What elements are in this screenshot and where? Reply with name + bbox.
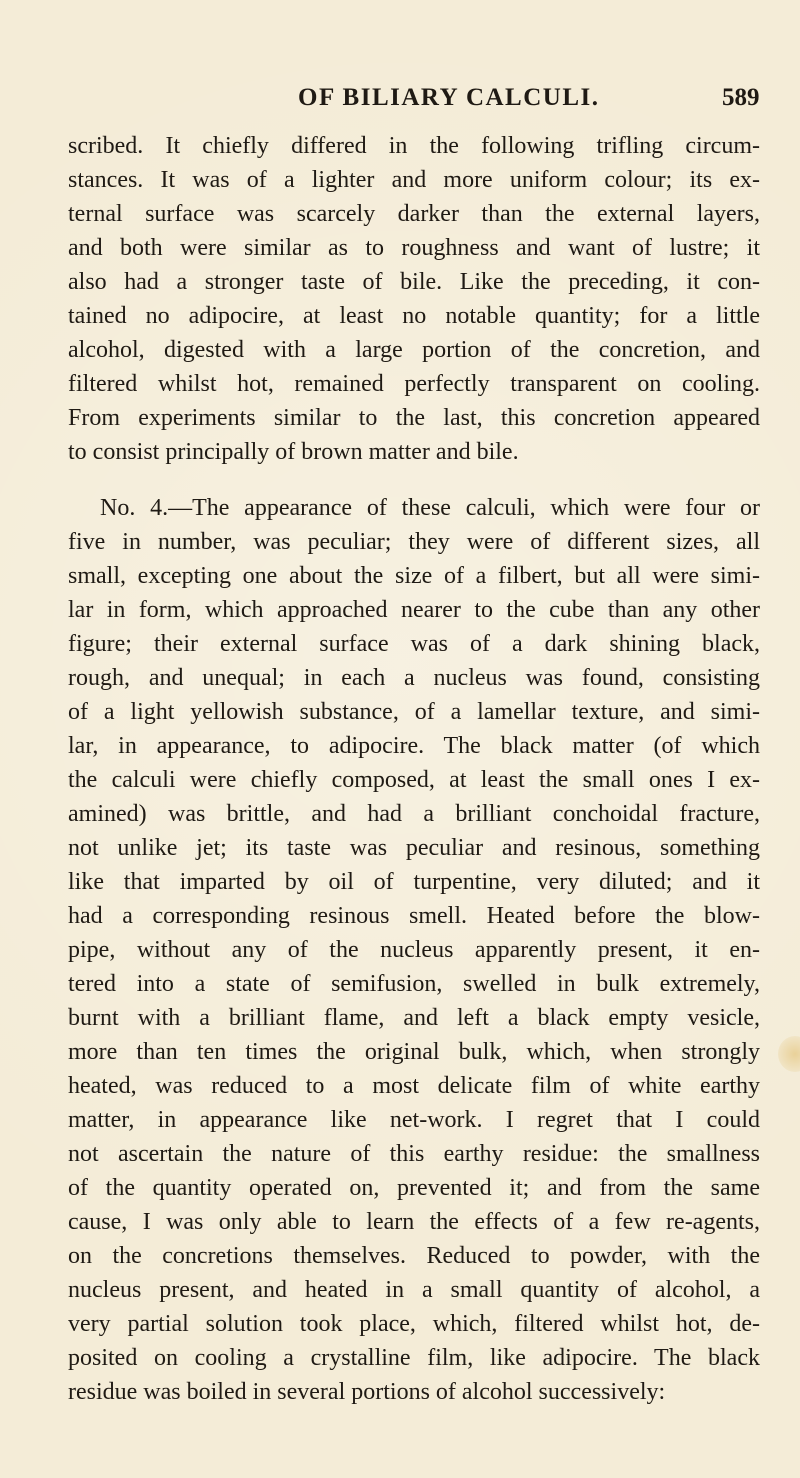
- paragraph-2-line-5: figure; their external surface was of a dark shining black,: [68, 631, 760, 657]
- paragraph-1-line-4: and both were similar as to roughness and want of lustre; it: [68, 235, 760, 261]
- paragraph-2-line-6: rough, and unequal; in each a nucleus was found, consisting: [68, 665, 760, 691]
- paragraph-2-line-16: burnt with a brilliant flame, and left a black empty vesicle,: [68, 1005, 760, 1031]
- running-head: [0, 84, 800, 118]
- paragraph-1-line-5: also had a stronger taste of bile. Like the preceding, it con-: [68, 269, 760, 295]
- paragraph-2-line-27: residue was boiled in several portions of alcohol successively:: [68, 1379, 666, 1405]
- paragraph-1-line-9: From experiments similar to the last, this concretion appeared: [68, 405, 760, 431]
- paragraph-2-line-12: like that imparted by oil of turpentine, very diluted; and it: [68, 869, 760, 895]
- paragraph-2-line-19: matter, in appearance like net-work. I regret that I could: [68, 1107, 760, 1133]
- paragraph-1-line-7: alcohol, digested with a large portion of the concretion, and: [68, 337, 760, 363]
- paragraph-2-line-26: posited on cooling a crystalline film, like adipocire. The black: [68, 1345, 760, 1371]
- paragraph-2-line-4: lar in form, which approached nearer to the cube than any other: [68, 597, 760, 623]
- paragraph-2-line-18: heated, was reduced to a most delicate film of white earthy: [68, 1073, 760, 1099]
- paragraph-1-line-3: ternal surface was scarcely darker than the external layers,: [68, 201, 760, 227]
- paragraph-2-line-15: tered into a state of semifusion, swelled in bulk extremely,: [68, 971, 760, 997]
- paper-stain: [778, 1036, 800, 1072]
- paragraph-2-line-3: small, excepting one about the size of a filbert, but all were simi-: [68, 563, 760, 589]
- running-title: OF BILIARY CALCULI.: [298, 84, 600, 111]
- paragraph-2-line-25: very partial solution took place, which, filtered whilst hot, de-: [68, 1311, 760, 1337]
- paragraph-1-line-2: stances. It was of a lighter and more uniform colour; its ex-: [68, 167, 760, 193]
- paragraph-2-line-24: nucleus present, and heated in a small quantity of alcohol, a: [68, 1277, 760, 1303]
- paragraph-2-line-22: cause, I was only able to learn the effects of a few re-agents,: [68, 1209, 760, 1235]
- paragraph-2-line-11: not unlike jet; its taste was peculiar and resinous, something: [68, 835, 760, 861]
- paragraph-2-line-13: had a corresponding resinous smell. Heated before the blow-: [68, 903, 760, 929]
- paragraph-1-line-10: to consist principally of brown matter and bile.: [68, 439, 519, 465]
- paragraph-2-line-9: the calculi were chiefly composed, at least the small ones I ex-: [68, 767, 760, 793]
- paragraph-2-line-1: No. 4.—The appearance of these calculi, which were four or: [100, 495, 760, 521]
- paragraph-2-line-2: five in number, was peculiar; they were of different sizes, all: [68, 529, 760, 555]
- paragraph-1-line-1: scribed. It chiefly differed in the following trifling circum-: [68, 133, 760, 159]
- paragraph-2-line-20: not ascertain the nature of this earthy residue: the smallness: [68, 1141, 760, 1167]
- paragraph-2-line-21: of the quantity operated on, prevented it; and from the same: [68, 1175, 760, 1201]
- paragraph-2-line-17: more than ten times the original bulk, which, when strongly: [68, 1039, 760, 1065]
- paragraph-2-line-14: pipe, without any of the nucleus apparently present, it en-: [68, 937, 760, 963]
- paragraph-2-line-23: on the concretions themselves. Reduced to powder, with the: [68, 1243, 760, 1269]
- paragraph-2-line-10: amined) was brittle, and had a brilliant conchoidal fracture,: [68, 801, 760, 827]
- page-number: 589: [722, 84, 760, 111]
- paragraph-2-line-8: lar, in appearance, to adipocire. The black matter (of which: [68, 733, 760, 759]
- paragraph-1-line-6: tained no adipocire, at least no notable quantity; for a little: [68, 303, 760, 329]
- paragraph-2-line-7: of a light yellowish substance, of a lamellar texture, and simi-: [68, 699, 760, 725]
- paragraph-1-line-8: filtered whilst hot, remained perfectly transparent on cooling.: [68, 371, 760, 397]
